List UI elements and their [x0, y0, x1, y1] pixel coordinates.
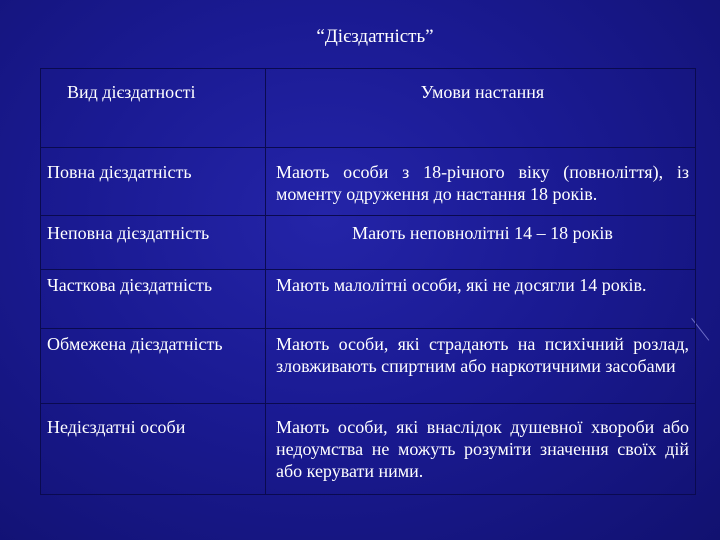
- row-condition: Мають особи з 18-річного віку (повноліття), із моменту одруження до настання 18 років.: [266, 148, 696, 216]
- table-header-row: [41, 69, 696, 148]
- row-condition: Мають особи, які страдають на психічний розлад, зловживають спиртним або наркотичними засобами: [266, 329, 696, 404]
- row-type: Часткова дієздатність: [41, 270, 266, 329]
- header-condition: Умови настання: [266, 69, 696, 148]
- table-row: [41, 329, 696, 404]
- row-type: Недієздатні особи: [41, 404, 266, 495]
- table-row: [41, 216, 696, 270]
- row-type: Обмежена дієздатність: [41, 329, 266, 404]
- row-type: Повна дієздатність: [41, 148, 266, 216]
- table-row: [41, 270, 696, 329]
- header-type: Вид дієздатності: [41, 69, 266, 148]
- row-condition: Мають особи, які внаслідок душевної хвороби або недоумства не можуть розуміти значення своїх дій або керувати ними.: [266, 404, 696, 495]
- row-type: Неповна дієздатність: [41, 216, 266, 270]
- row-condition: Мають малолітні особи, які не досягли 14 років.: [266, 270, 696, 329]
- capacity-table: [40, 68, 696, 495]
- row-condition: Мають неповнолітні 14 – 18 років: [266, 216, 696, 270]
- slide-title: “Дієздатність”: [316, 26, 434, 47]
- table-row: [41, 404, 696, 495]
- table-row: [41, 148, 696, 216]
